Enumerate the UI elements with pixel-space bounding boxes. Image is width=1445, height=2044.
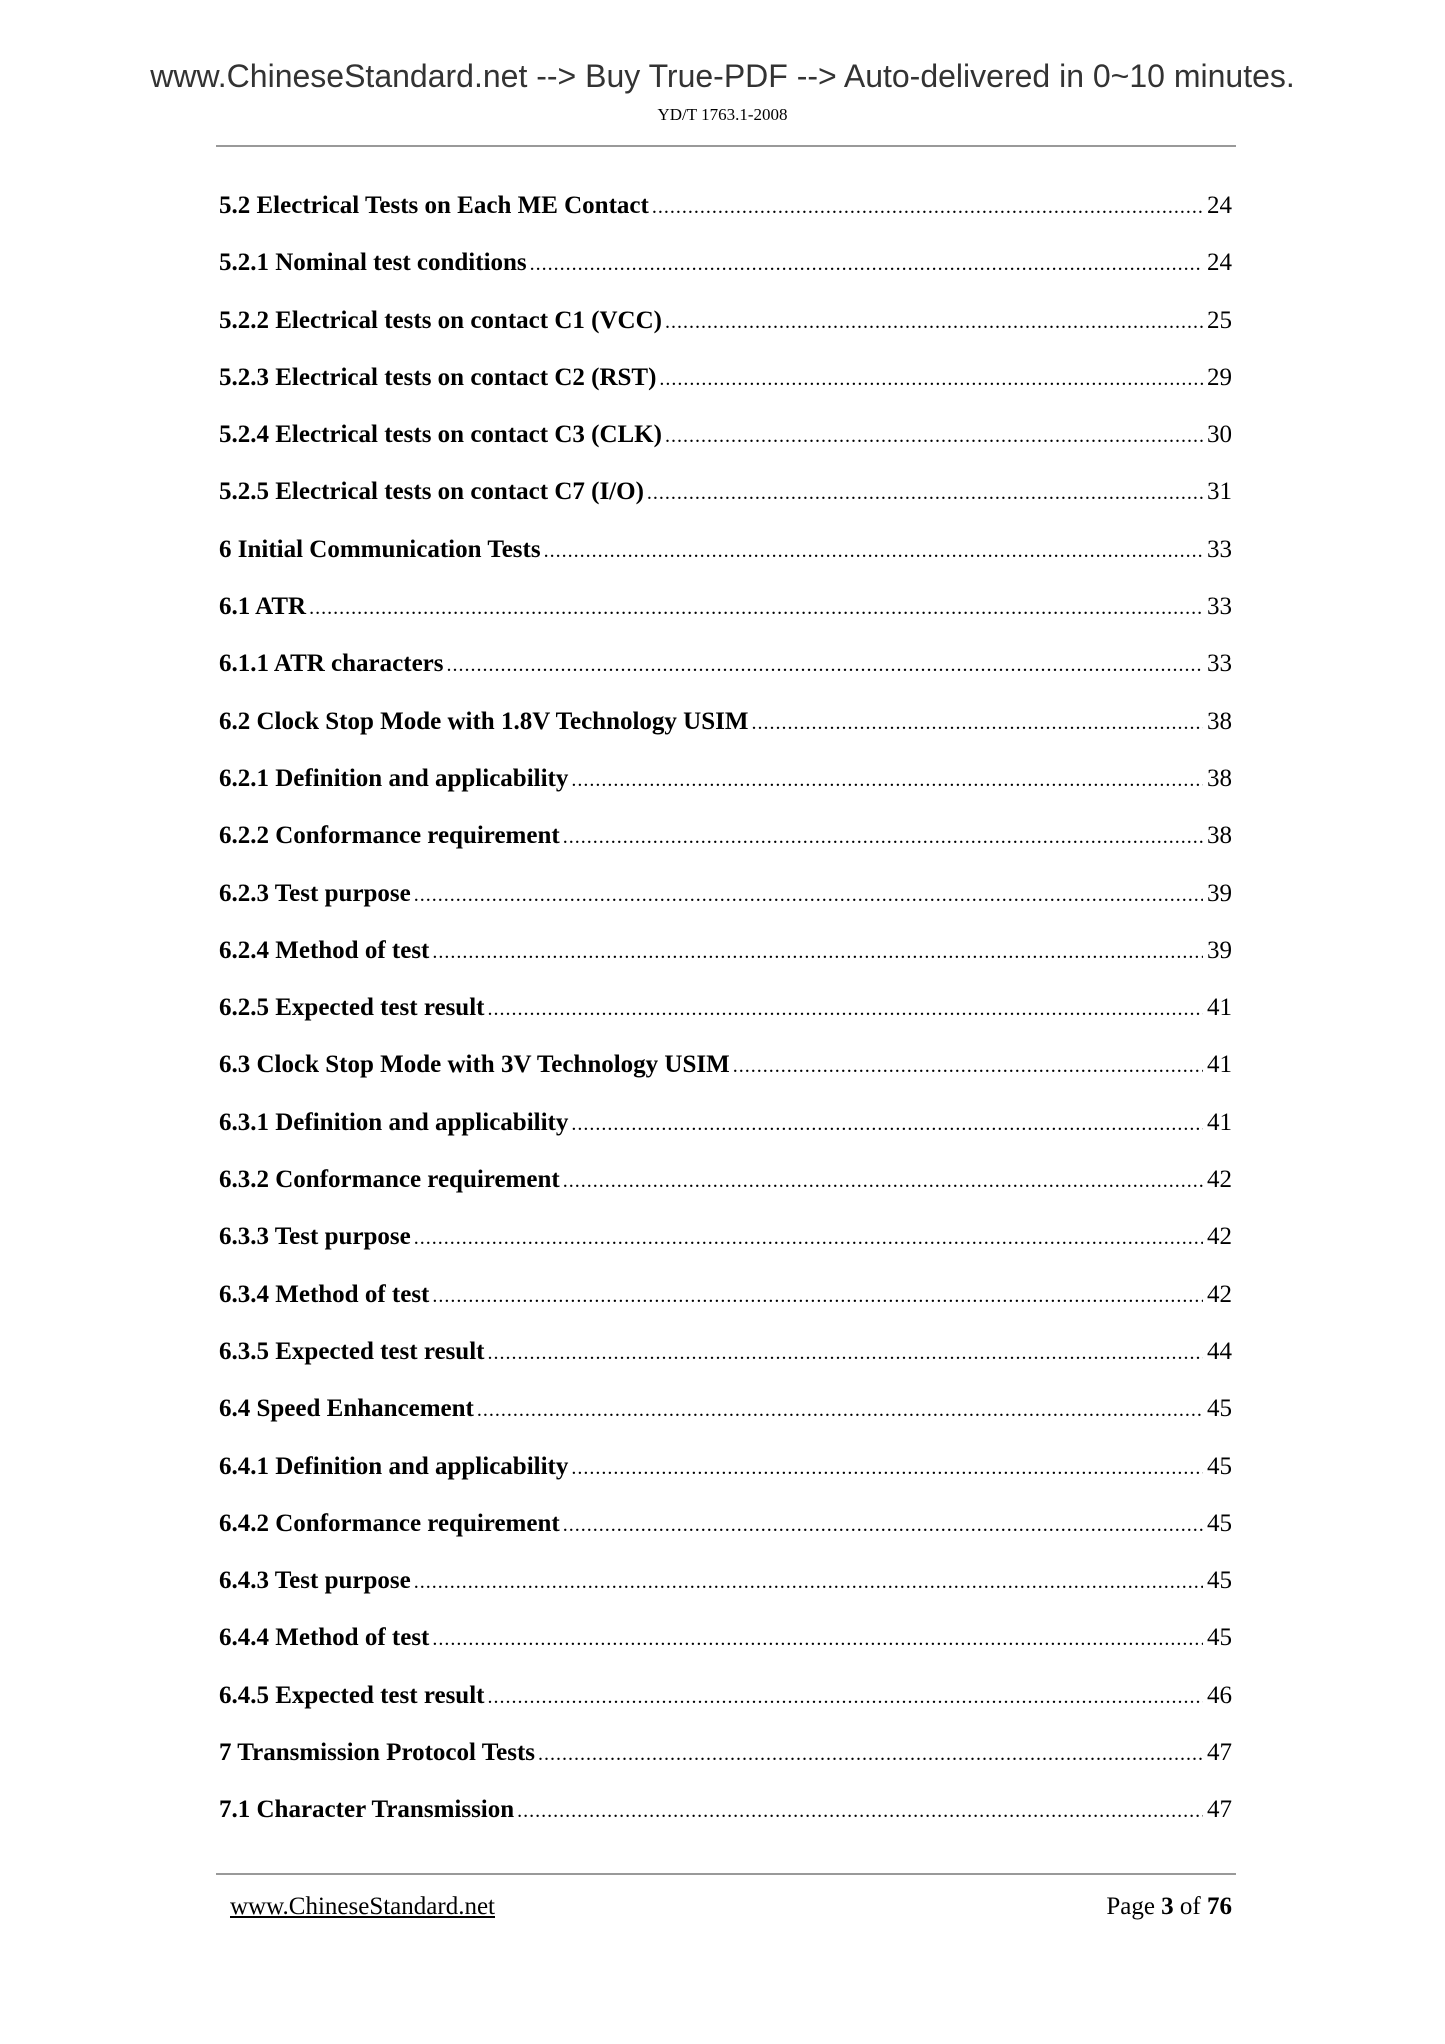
toc-entry-page: 39 xyxy=(1207,936,1232,964)
toc-entry-title: 6.3.3 Test purpose xyxy=(219,1223,411,1251)
toc-leader-dots xyxy=(487,1335,1203,1371)
toc-leader-dots xyxy=(414,1220,1203,1256)
toc-entry[interactable] xyxy=(219,1563,1232,1620)
standard-number: YD/T 1763.1-2008 xyxy=(657,105,788,124)
toc-leader-dots xyxy=(517,1793,1203,1829)
toc-entry-page: 33 xyxy=(1207,535,1232,563)
toc-entry-page: 42 xyxy=(1207,1280,1232,1308)
toc-entry-title: 7 Transmission Protocol Tests xyxy=(219,1739,536,1767)
toc-entry[interactable] xyxy=(219,1162,1232,1219)
toc-entry[interactable] xyxy=(219,818,1232,875)
toc-entry-page: 31 xyxy=(1207,478,1232,506)
toc-entry[interactable] xyxy=(219,360,1232,417)
toc-entry-page: 38 xyxy=(1207,707,1232,735)
toc-entry-title: 6.3.5 Expected test result xyxy=(219,1337,485,1365)
toc-entry-page: 41 xyxy=(1207,1051,1232,1079)
toc-entry[interactable] xyxy=(219,474,1232,531)
toc-entry-title: 6.2.5 Expected test result xyxy=(219,994,485,1022)
toc-leader-dots xyxy=(571,1450,1203,1486)
toc-entry-page: 29 xyxy=(1207,363,1232,391)
toc-entry[interactable] xyxy=(219,1449,1232,1506)
toc-leader-dots xyxy=(733,1048,1203,1084)
toc-leader-dots xyxy=(487,991,1203,1027)
toc-entry-title: 6.4.3 Test purpose xyxy=(219,1567,411,1595)
toc-entry[interactable] xyxy=(219,1678,1232,1735)
toc-entry-title: 5.2.2 Electrical tests on contact C1 (VCC) xyxy=(219,306,662,334)
header-divider xyxy=(216,145,1236,147)
toc-entry-title: 6.2 Clock Stop Mode with 1.8V Technology USIM xyxy=(219,707,749,735)
toc-leader-dots xyxy=(665,304,1203,340)
toc-entry-title: 6.3.2 Conformance requirement xyxy=(219,1166,560,1194)
toc-entry-title: 6.4.4 Method of test xyxy=(219,1624,430,1652)
toc-entry-page: 45 xyxy=(1207,1395,1232,1423)
toc-entry-page: 33 xyxy=(1207,593,1232,621)
toc-leader-dots xyxy=(571,762,1203,798)
toc-entry[interactable] xyxy=(219,1391,1232,1448)
toc-entry[interactable] xyxy=(219,933,1232,990)
toc-entry[interactable] xyxy=(219,417,1232,474)
toc-entry[interactable] xyxy=(219,646,1232,703)
toc-entry-page: 39 xyxy=(1207,879,1232,907)
toc-entry[interactable] xyxy=(219,245,1232,302)
toc-entry[interactable] xyxy=(219,761,1232,818)
page-indicator xyxy=(1106,1893,1232,1921)
toc-leader-dots xyxy=(477,1392,1203,1428)
toc-entry-page: 25 xyxy=(1207,306,1232,334)
toc-leader-dots xyxy=(665,418,1203,454)
toc-entry[interactable] xyxy=(219,1620,1232,1677)
toc-entry-title: 6.2.3 Test purpose xyxy=(219,879,411,907)
toc-leader-dots xyxy=(432,1278,1203,1314)
footer-website-link[interactable]: www.ChineseStandard.net xyxy=(230,1893,495,1920)
toc-leader-dots xyxy=(544,533,1203,569)
toc-entry[interactable] xyxy=(219,532,1232,589)
toc-entry[interactable] xyxy=(219,1506,1232,1563)
toc-leader-dots xyxy=(447,647,1204,683)
page-of: of xyxy=(1179,1893,1201,1920)
toc-entry[interactable] xyxy=(219,1277,1232,1334)
toc-entry-page: 45 xyxy=(1207,1567,1232,1595)
toc-leader-dots xyxy=(563,1163,1203,1199)
toc-entry-title: 6.2.2 Conformance requirement xyxy=(219,822,560,850)
toc-leader-dots xyxy=(659,361,1203,397)
toc-leader-dots xyxy=(563,819,1203,855)
toc-entry-title: 5.2.5 Electrical tests on contact C7 (I/O) xyxy=(219,478,644,506)
toc-entry-title: 6.1 ATR xyxy=(219,593,307,621)
toc-entry-title: 6.4.5 Expected test result xyxy=(219,1681,485,1709)
toc-entry-page: 45 xyxy=(1207,1509,1232,1537)
toc-entry-title: 6.4.2 Conformance requirement xyxy=(219,1509,560,1537)
toc-entry-page: 47 xyxy=(1207,1739,1232,1767)
toc-entry[interactable] xyxy=(219,990,1232,1047)
toc-leader-dots xyxy=(571,1106,1203,1142)
toc-entry[interactable] xyxy=(219,589,1232,646)
toc-entry-title: 5.2 Electrical Tests on Each ME Contact xyxy=(219,192,649,219)
page-prefix: Page xyxy=(1106,1893,1155,1920)
toc-leader-dots xyxy=(647,475,1203,511)
toc-entry-title: 6.1.1 ATR characters xyxy=(219,650,444,678)
toc-entry-page: 41 xyxy=(1207,1108,1232,1136)
page-current: 3 xyxy=(1161,1893,1174,1920)
toc-entry-page: 41 xyxy=(1207,994,1232,1022)
toc-entry-title: 6.3.4 Method of test xyxy=(219,1280,430,1308)
toc-entry-title: 6.4 Speed Enhancement xyxy=(219,1395,474,1423)
toc-entry-title: 5.2.1 Nominal test conditions xyxy=(219,249,527,277)
toc-entry[interactable] xyxy=(219,1735,1232,1792)
toc-entry-title: 5.2.3 Electrical tests on contact C2 (RST) xyxy=(219,363,657,391)
toc-entry-title: 5.2.4 Electrical tests on contact C3 (CLK) xyxy=(219,421,662,449)
toc-entry-page: 24 xyxy=(1207,249,1232,277)
toc-leader-dots xyxy=(414,1564,1203,1600)
toc-entry[interactable] xyxy=(219,876,1232,933)
toc-leader-dots xyxy=(530,246,1203,282)
toc-entry-page: 44 xyxy=(1207,1337,1232,1365)
toc-entry[interactable] xyxy=(219,303,1232,360)
toc-leader-dots xyxy=(414,877,1203,913)
toc-entry-title: 6.3.1 Definition and applicability xyxy=(219,1108,569,1136)
toc-entry[interactable] xyxy=(219,1792,1232,1849)
toc-entry-title: 6.3 Clock Stop Mode with 3V Technology USIM xyxy=(219,1051,730,1079)
toc-leader-dots xyxy=(432,1621,1203,1657)
toc-entry[interactable] xyxy=(219,1334,1232,1391)
toc-leader-dots xyxy=(563,1507,1203,1543)
table-of-contents xyxy=(219,188,1232,1850)
toc-entry-page: 45 xyxy=(1207,1624,1232,1652)
toc-entry-title: 6.4.1 Definition and applicability xyxy=(219,1452,569,1480)
toc-leader-dots xyxy=(487,1679,1203,1715)
promo-banner: www.ChineseStandard.net --> Buy True-PDF --> Auto-delivered in 0~10 minutes. xyxy=(150,58,1295,94)
toc-entry[interactable] xyxy=(219,188,1232,245)
toc-entry[interactable] xyxy=(219,1105,1232,1162)
toc-entry[interactable] xyxy=(219,704,1232,761)
toc-entry-page: 46 xyxy=(1207,1681,1232,1709)
toc-entry-page: 47 xyxy=(1207,1796,1232,1824)
toc-entry-page: 38 xyxy=(1207,822,1232,850)
toc-entry[interactable] xyxy=(219,1047,1232,1104)
footer-divider xyxy=(216,1873,1236,1875)
toc-entry-title: 6 Initial Communication Tests xyxy=(219,535,541,563)
toc-entry-page: 42 xyxy=(1207,1223,1232,1251)
toc-leader-dots xyxy=(538,1736,1203,1772)
toc-leader-dots xyxy=(751,705,1203,741)
toc-entry-title: 6.2.1 Definition and applicability xyxy=(219,764,569,792)
toc-entry-page: 24 xyxy=(1207,192,1232,219)
toc-entry-title: 7.1 Character Transmission xyxy=(219,1796,515,1824)
toc-entry-page: 33 xyxy=(1207,650,1232,678)
toc-leader-dots xyxy=(432,934,1203,970)
toc-entry-title: 6.2.4 Method of test xyxy=(219,936,430,964)
toc-leader-dots xyxy=(309,590,1203,626)
toc-entry-page: 30 xyxy=(1207,421,1232,449)
toc-leader-dots xyxy=(652,189,1203,225)
toc-entry-page: 42 xyxy=(1207,1166,1232,1194)
toc-entry-page: 38 xyxy=(1207,764,1232,792)
toc-entry-page: 45 xyxy=(1207,1452,1232,1480)
page-total: 76 xyxy=(1207,1893,1232,1920)
toc-entry[interactable] xyxy=(219,1219,1232,1276)
